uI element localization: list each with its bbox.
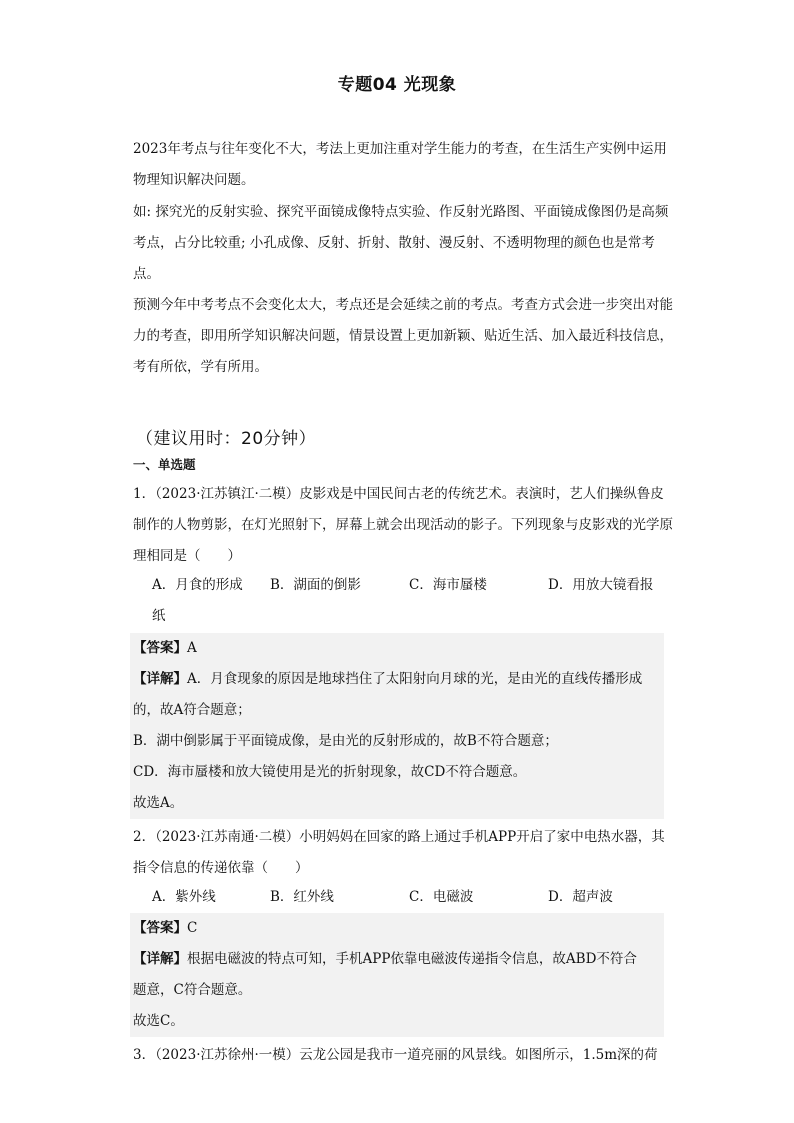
answer-value: A xyxy=(187,640,197,656)
option-b: B．湖面的倒影 xyxy=(270,577,361,593)
conclusion: 故选C。 xyxy=(133,1013,184,1029)
answer-label: 【答案】 xyxy=(133,640,187,656)
detail-line: 【详解】根据电磁波的特点可知，手机APP依靠电磁波传递指令信息，故ABD不符合 xyxy=(133,951,637,967)
question-1-options xyxy=(152,570,672,601)
question-2-options xyxy=(152,882,672,913)
suggested-time: （建议用时：20分钟） xyxy=(136,429,317,449)
conclusion: 故选A。 xyxy=(133,795,184,811)
detail-line: 【详解】A．月食现象的原因是地球挡住了太阳射向月球的光，是由光的直线传播形成 xyxy=(133,671,643,687)
option-a: A．月食的形成 xyxy=(152,577,243,593)
detail-label: 【详解】 xyxy=(133,951,187,967)
question-1-stem: 1．（2023·江苏镇江·二模）皮影戏是中国民间古老的传统艺术。表演时，艺人们操纵鲁皮制作的人物剪影，在灯光照射下，屏幕上就会出现活动的影子。下列现象与皮影戏的光学原理相同是（ ） xyxy=(133,486,673,564)
question-2-stem: 2．（2023·江苏南通·二模）小明妈妈在回家的路上通过手机APP开启了家中电热水器，其指令信息的传递依靠（ ） xyxy=(133,829,665,876)
answer-line xyxy=(130,913,664,944)
intro-paragraph-2: 如: 探究光的反射实验、探究平面镜成像特点实验、作反射光路图、平面镜成像图仍是高频考点，占分比较重; 小孔成像、反射、折射、散射、漫反射、不透明物理的颜色也是常考点。 xyxy=(133,204,669,282)
option-d-wrap: 纸 xyxy=(152,608,166,624)
question-1-answer-box: 【答案】A 【详解】A．月食现象的原因是地球挡住了太阳射向月球的光，是由光的直线传播形成 的，故A符合题意； B．湖中倒影属于平面镜成像，是由光的反射形成的，故B不符合题意； CD．海市蜃楼和放大镜使用是光的折射现象，故CD不符合题意。 故选A。 xyxy=(130,633,664,819)
detail-label: 【详解】 xyxy=(133,671,187,687)
option-a: A．紫外线 xyxy=(152,889,216,905)
option-d: D．用放大镜看报 xyxy=(548,577,654,593)
intro-paragraph-1: 2023年考点与往年变化不大，考法上更加注重对学生能力的考查，在生活生产实例中运用物理知识解决问题。 xyxy=(133,141,667,188)
answer-label: 【答案】 xyxy=(133,920,187,936)
option-b: B．红外线 xyxy=(270,889,334,905)
question-3-stem: 3．（2023·江苏徐州·一模）云龙公园是我市一道亮丽的风景线。如图所示，1.5m深的荷 xyxy=(133,1047,658,1063)
option-d: D．超声波 xyxy=(548,889,613,905)
section-heading: 一、单选题 xyxy=(133,457,196,472)
answer-value: C xyxy=(187,920,198,936)
option-c: C．海市蜃楼 xyxy=(409,577,487,593)
question-2-answer-box: 【答案】C 【详解】根据电磁波的特点可知，手机APP依靠电磁波传递指令信息，故ABD不符合 题意，C符合题意。 故选C。 xyxy=(130,913,664,1037)
intro-paragraph-3: 预测今年中考考点不会变化太大，考点还是会延续之前的考点。考查方式会进一步突出对能力的考查，即用所学知识解决问题，情景设置上更加新颖、贴近生活、加入最近科技信息，考有所依，学有所用。 xyxy=(133,297,673,375)
option-c: C．电磁波 xyxy=(409,889,474,905)
answer-line xyxy=(130,633,664,664)
page-title: 专题04 光现象 xyxy=(337,75,457,95)
